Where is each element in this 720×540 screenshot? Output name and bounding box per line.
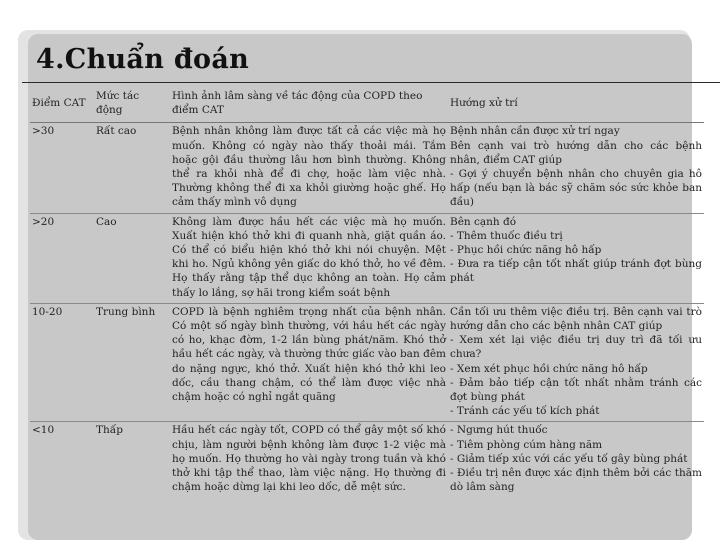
slide-title: 4.Chuẩn đoán xyxy=(36,44,250,75)
guidance-line: - Thêm thuốc điều trị xyxy=(450,229,563,242)
header-impact: Mức tác động xyxy=(94,86,170,123)
guidance-line: - Đưa ra tiếp cận tốt nhất giúp tránh đợt bùng phát xyxy=(450,258,702,285)
table-header-row xyxy=(30,86,704,123)
cell-description: Bệnh nhân không làm được tất cả các việc mà họ muốn. Không có ngày nào thấy thoải mái. Tắm hoặc gội đầu thường lâu hơn bình thường. Không thể ra khỏi nhà để đi chợ, hoặc làm việc nhà. Thường không thể đi xa khỏi giường hoặc ghế. Họ cảm thấy mình vô dụng xyxy=(170,123,448,213)
guidance-line: - Điều trị nên được xác định thêm bởi các thăm dò lâm sàng xyxy=(450,467,702,494)
cell-guidance xyxy=(448,123,704,213)
guidance-line: - Xem xét lại việc điều trị duy trì đã tối ưu chưa? xyxy=(450,334,702,361)
cell-guidance xyxy=(448,422,704,498)
cell-guidance xyxy=(448,303,704,422)
guidance-line: - Đảm bảo tiếp cận tốt nhất nhằm tránh các đợt bùng phát xyxy=(450,376,702,404)
header-score: Điểm CAT xyxy=(30,86,94,123)
cell-score: >30 xyxy=(30,123,94,213)
guidance-line: - Xem xét phục hồi chức năng hô hấp xyxy=(450,362,648,375)
guidance-line: - Giảm tiếp xúc với các yếu tố gây bùng phát xyxy=(450,452,688,465)
cell-guidance xyxy=(448,213,704,303)
cell-impact: Trung bình xyxy=(94,303,170,422)
table-row xyxy=(30,422,704,498)
cat-score-table xyxy=(30,86,704,497)
cell-description: Hầu hết các ngày tốt, COPD có thể gây một số khó chịu, làm người bệnh không làm được 1-2 việc mà họ muốn. Họ thường ho vài ngày trong tuần và khó thở khi tập thể thao, làm việc nặng. Họ thường đi chậm hoặc dừng lại khi leo dốc, dễ mệt sức. xyxy=(172,424,446,494)
cell-score: <10 xyxy=(32,424,55,437)
guidance-line: - Phục hồi chức năng hô hấp xyxy=(450,244,602,257)
guidance-line: - Tránh các yếu tố kích phát xyxy=(450,405,600,418)
cell-impact: Rất cao xyxy=(94,123,170,213)
table-row xyxy=(30,213,704,303)
guidance-line: Cần tối ưu thêm việc điều trị. Bên cạnh vai trò hướng dẫn cho các bệnh nhân CAT giúp xyxy=(450,305,702,333)
header-guidance: Hướng xử trí xyxy=(448,86,704,123)
table-row xyxy=(30,123,704,213)
guidance-line: Bên cạnh đó xyxy=(450,215,517,228)
guidance-line: Bệnh nhân cần được xử trí ngay xyxy=(450,125,620,138)
cell-score: >20 xyxy=(30,213,94,303)
header-description: Hình ảnh lâm sàng về tác động của COPD theo điểm CAT xyxy=(170,86,448,123)
table-row xyxy=(30,303,704,422)
cell-description: COPD là bệnh nghiêm trọng nhất của bệnh nhân. Có một số ngày bình thường, với hầu hết các ngày có ho, khạc đờm, 1-2 lần bùng phát/năm. Khó thở hầu hết các ngày, và thường thức giấc vào ban đêm do nặng ngực, khó thở. Xuất hiện khó thở khi leo dốc, cầu thang chậm, có thể làm được việc nhà chậm hoặc có nghỉ ngắt quãng xyxy=(170,303,448,422)
guidance-line: - Gợi ý chuyển bệnh nhân cho chuyên gia hô hấp (nếu bạn là bác sỹ chăm sóc sức khỏe ban đầu) xyxy=(450,168,702,209)
cell-impact: Cao xyxy=(94,213,170,303)
guidance-line: - Ngưng hút thuốc xyxy=(450,424,548,437)
cell-score: 10-20 xyxy=(30,303,94,422)
title-divider xyxy=(22,82,720,83)
guidance-line: Bên cạnh vai trò hướng dẫn cho các bệnh nhân, điểm CAT giúp xyxy=(450,139,702,166)
guidance-line: - Tiêm phòng cúm hàng năm xyxy=(450,438,603,451)
cell-impact: Thấp xyxy=(96,424,123,437)
cell-description: Không làm được hầu hết các việc mà họ muốn. Xuất hiện khó thở khi đi quanh nhà, giặt quần áo. Có thể có biểu hiện khó thở khi nói chuyện. Mệt khi ho. Ngủ không yên giấc do khó thở, ho về đêm. Họ thấy rằng tập thể dục không an toàn. Họ cảm thấy lo lắng, sợ hãi trong kiểm soát bệnh xyxy=(170,213,448,303)
